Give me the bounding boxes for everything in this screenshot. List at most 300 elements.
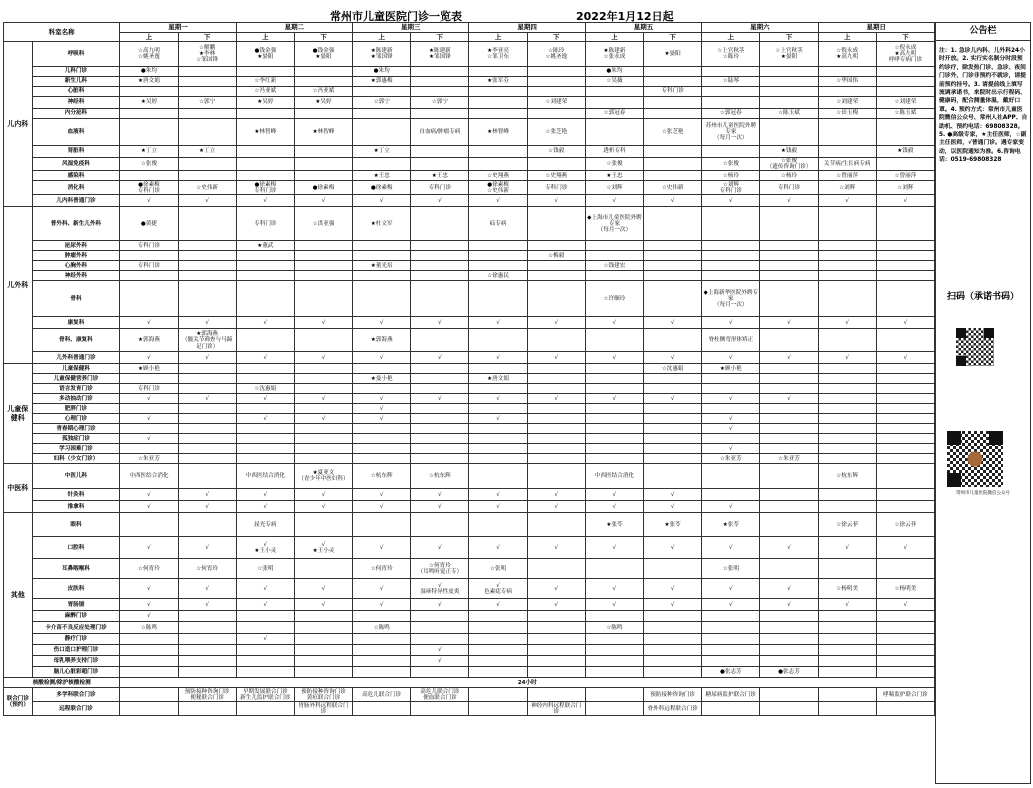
- section-label: 儿内科: [4, 42, 33, 207]
- notice-header: 公告栏: [936, 23, 1030, 41]
- schedule-cell: √: [876, 537, 934, 559]
- schedule-cell: √: [818, 317, 876, 329]
- schedule-cell: ☆郭宁: [411, 97, 469, 109]
- schedule-cell: [178, 271, 236, 281]
- schedule-cell: [294, 281, 352, 317]
- schedule-cell: ☆陈鸣: [120, 622, 178, 634]
- schedule-cell: √: [236, 317, 294, 329]
- schedule-cell: [585, 688, 643, 702]
- schedule-cell: [760, 97, 818, 109]
- schedule-cell: [702, 702, 760, 716]
- schedule-cell: [527, 77, 585, 87]
- schedule-cell: [120, 109, 178, 119]
- schedule-cell: 关节病/生长病专病: [818, 158, 876, 171]
- table-row: [4, 688, 935, 702]
- header-row-days: [4, 23, 935, 33]
- schedule-cell: [760, 489, 818, 501]
- schedule-cell: [644, 444, 702, 454]
- schedule-cell: 中西医结合消化: [585, 464, 643, 489]
- schedule-cell: [702, 261, 760, 271]
- schedule-cell: [178, 171, 236, 181]
- schedule-cell: [236, 656, 294, 667]
- schedule-cell: ☆史翔燕: [469, 171, 527, 181]
- schedule-cell: [702, 271, 760, 281]
- schedule-cell: [178, 404, 236, 414]
- schedule-cell: √: [294, 489, 352, 501]
- schedule-cell: ☆郭宁: [353, 97, 411, 109]
- table-row: [4, 414, 935, 424]
- schedule-cell: [644, 384, 702, 394]
- dept-name: 核酸检测/除护核酸检测: [4, 678, 120, 688]
- schedule-cell: [818, 434, 876, 444]
- dept-name: 儿外科普通门诊: [32, 352, 120, 364]
- dept-name: 呼吸科: [32, 42, 120, 67]
- schedule-cell: ●朱均: [585, 67, 643, 77]
- schedule-cell: [760, 329, 818, 352]
- schedule-cell: √: [527, 489, 585, 501]
- schedule-cell: √: [120, 599, 178, 611]
- schedule-cell: ★张军芬: [469, 77, 527, 87]
- table-row: [4, 317, 935, 329]
- day-header: 星期一: [120, 23, 236, 33]
- schedule-cell: [644, 414, 702, 424]
- dept-name: 孤独症门诊: [32, 434, 120, 444]
- dept-name: 心理门诊: [32, 414, 120, 424]
- schedule-cell: √: [585, 501, 643, 513]
- dept-name: 远程联合门诊: [32, 702, 120, 716]
- schedule-cell: [527, 374, 585, 384]
- schedule-cell: [120, 374, 178, 384]
- schedule-cell: [818, 119, 876, 146]
- dept-name: 儿童保健营养门诊: [32, 374, 120, 384]
- table-row: [4, 207, 935, 241]
- dept-name: 普外科、新生儿外科: [32, 207, 120, 241]
- schedule-cell: [760, 424, 818, 434]
- schedule-cell: [585, 329, 643, 352]
- schedule-cell: ★唐文娟: [120, 77, 178, 87]
- schedule-cell: ★张苓: [702, 513, 760, 537]
- table-row: [4, 87, 935, 97]
- schedule-cell: [527, 464, 585, 489]
- schedule-cell: [294, 634, 352, 645]
- schedule-cell: [585, 119, 643, 146]
- schedule-cell: ★张苓: [585, 513, 643, 537]
- schedule-cell: [294, 645, 352, 656]
- schedule-cell: [353, 119, 411, 146]
- schedule-cell: [818, 146, 876, 158]
- schedule-cell: [585, 414, 643, 424]
- schedule-cell: ●朱均: [353, 67, 411, 77]
- schedule-cell: [702, 251, 760, 261]
- schedule-cell: ★林智峰: [469, 119, 527, 146]
- schedule-cell: [178, 414, 236, 424]
- schedule-cell: [702, 384, 760, 394]
- schedule-cell: [236, 158, 294, 171]
- schedule-cell: 预防接种咨询门诊: [644, 688, 702, 702]
- schedule-cell: ☆刘辉 专科门诊: [702, 181, 760, 195]
- schedule-cell: [818, 384, 876, 394]
- schedule-cell: [469, 241, 527, 251]
- schedule-cell: [236, 454, 294, 464]
- schedule-cell: 胃肠外科远程联合门诊: [294, 702, 352, 716]
- schedule-cell: [760, 414, 818, 424]
- schedule-cell: √: [760, 394, 818, 404]
- schedule-cell: [818, 501, 876, 513]
- schedule-cell: [294, 329, 352, 352]
- schedule-cell: [353, 364, 411, 374]
- schedule-cell: [294, 444, 352, 454]
- schedule-cell: √: [178, 352, 236, 364]
- schedule-cell: [411, 702, 469, 716]
- schedule-cell: ★林智峰: [294, 119, 352, 146]
- dept-name: 泌尿外科: [32, 241, 120, 251]
- day-header: 星期四: [469, 23, 585, 33]
- table-row: [4, 241, 935, 251]
- schedule-cell: [527, 241, 585, 251]
- schedule-cell: [294, 434, 352, 444]
- schedule-cell: [527, 271, 585, 281]
- schedule-cell: ☆陈玉斌: [760, 109, 818, 119]
- schedule-cell: [178, 424, 236, 434]
- schedule-cell: [411, 87, 469, 97]
- schedule-cell: [644, 271, 702, 281]
- schedule-cell: [178, 464, 236, 489]
- schedule-cell: [469, 67, 527, 77]
- schedule-cell: [585, 702, 643, 716]
- schedule-cell: ☆冯亚斌: [236, 87, 294, 97]
- schedule-cell: [469, 464, 527, 489]
- schedule-cell: √: [178, 394, 236, 404]
- schedule-cell: √: [294, 414, 352, 424]
- schedule-cell: ☆洪亚强: [294, 207, 352, 241]
- schedule-cell: [527, 207, 585, 241]
- schedule-cell: ●钱金强 ★晏阳: [294, 42, 352, 67]
- dept-name: 骨科、康复科: [32, 329, 120, 352]
- schedule-cell: ☆李红新: [236, 77, 294, 87]
- dept-name: 骨科: [32, 281, 120, 317]
- schedule-cell: √: [585, 317, 643, 329]
- schedule-cell: √: [702, 394, 760, 404]
- schedule-cell: √: [353, 352, 411, 364]
- schedule-cell: [818, 271, 876, 281]
- day-header: 星期五: [585, 23, 701, 33]
- dept-name: 神经科: [32, 97, 120, 109]
- schedule-cell: [236, 67, 294, 77]
- dept-name: 学习困难门诊: [32, 444, 120, 454]
- schedule-cell: [411, 67, 469, 77]
- schedule-cell: [236, 424, 294, 434]
- schedule-cell: √: [702, 195, 760, 207]
- schedule-cell: √: [585, 352, 643, 364]
- dept-name: 麻醉门诊: [32, 611, 120, 622]
- schedule-cell: ☆沈惠娟: [236, 384, 294, 394]
- dept-name: 神经外科: [32, 271, 120, 281]
- table-row: [4, 271, 935, 281]
- table-row: [4, 261, 935, 271]
- table-row: [4, 109, 935, 119]
- schedule-cell: √: [702, 424, 760, 434]
- schedule-cell: [644, 77, 702, 87]
- schedule-cell: 哮喘监护联合门诊: [876, 688, 934, 702]
- schedule-cell: [876, 87, 934, 97]
- schedule-cell: √: [353, 501, 411, 513]
- schedule-cell: [469, 97, 527, 109]
- schedule-cell: 专科门诊: [120, 261, 178, 271]
- schedule-cell: [585, 434, 643, 444]
- schedule-cell: √: [527, 394, 585, 404]
- schedule-cell: [294, 559, 352, 579]
- schedule-cell: 专科门诊: [527, 181, 585, 195]
- schedule-cell: 早期发展联合门诊 新生儿监护联合门诊: [236, 688, 294, 702]
- schedule-cell: [236, 281, 294, 317]
- schedule-cell: √: [411, 656, 469, 667]
- schedule-cell: ☆钱建宏: [585, 261, 643, 271]
- schedule-cell: ☆何宵玲: [353, 559, 411, 579]
- schedule-cell: 骨外科远程联合门诊: [644, 702, 702, 716]
- dept-name: 皮肤科: [32, 579, 120, 599]
- schedule-cell: [469, 634, 527, 645]
- schedule-cell: √: [411, 394, 469, 404]
- table-row: [4, 394, 935, 404]
- schedule-cell: √: [585, 195, 643, 207]
- table-row: [4, 611, 935, 622]
- schedule-cell: [294, 146, 352, 158]
- schedule-cell: ☆刘辉: [818, 181, 876, 195]
- schedule-cell: [178, 241, 236, 251]
- schedule-cell: ●徐素梅: [294, 181, 352, 195]
- schedule-cell: √: [527, 599, 585, 611]
- qr-code-icon: [956, 328, 994, 366]
- schedule-cell: [585, 667, 643, 678]
- schedule-cell: [644, 622, 702, 634]
- schedule-cell: ☆史翔燕: [527, 171, 585, 181]
- schedule-cell: ★晏阳: [644, 42, 702, 67]
- schedule-cell: [876, 656, 934, 667]
- schedule-cell: [411, 513, 469, 537]
- schedule-cell: 预防接种咨询门诊 黄疸联合门诊: [294, 688, 352, 702]
- dept-name: 口腔科: [32, 537, 120, 559]
- schedule-cell: [294, 271, 352, 281]
- schedule-cell: [236, 622, 294, 634]
- schedule-cell: √: [644, 489, 702, 501]
- schedule-cell: ★李亚亮 ☆邹卫东: [469, 42, 527, 67]
- schedule-cell: [527, 656, 585, 667]
- table-row: [4, 667, 935, 678]
- schedule-cell: [876, 464, 934, 489]
- schedule-cell: ★曼小艳: [353, 374, 411, 384]
- schedule-cell: [294, 261, 352, 271]
- schedule-cell: 透析专科: [585, 146, 643, 158]
- schedule-cell: √: [294, 195, 352, 207]
- table-row: [4, 67, 935, 77]
- schedule-cell: √: [527, 195, 585, 207]
- schedule-cell: [702, 656, 760, 667]
- schedule-cell: ●黄捷: [120, 207, 178, 241]
- schedule-cell: ☆张俊: [585, 158, 643, 171]
- schedule-cell: √: [236, 489, 294, 501]
- schedule-cell: [527, 329, 585, 352]
- schedule-cell: √: [818, 195, 876, 207]
- half-header: 下: [876, 33, 934, 42]
- schedule-cell: √: [876, 195, 934, 207]
- schedule-cell: [469, 158, 527, 171]
- schedule-cell: [760, 634, 818, 645]
- schedule-cell: [178, 622, 236, 634]
- schedule-cell: √: [702, 501, 760, 513]
- schedule-cell: [644, 404, 702, 414]
- schedule-cell: [353, 87, 411, 97]
- schedule-cell: [876, 67, 934, 77]
- schedule-cell: [702, 622, 760, 634]
- schedule-cell: [294, 171, 352, 181]
- schedule-cell: √: [702, 444, 760, 454]
- schedule-cell: [760, 251, 818, 261]
- schedule-cell: √: [353, 489, 411, 501]
- schedule-cell: [876, 119, 934, 146]
- schedule-cell: ☆上官秋茎 ☆陈玲: [702, 42, 760, 67]
- schedule-cell: [585, 87, 643, 97]
- schedule-cell: [876, 329, 934, 352]
- schedule-cell: √: [702, 352, 760, 364]
- schedule-cell: [120, 645, 178, 656]
- schedule-cell: [644, 667, 702, 678]
- schedule-cell: [818, 454, 876, 464]
- schedule-cell: [236, 702, 294, 716]
- dept-name: 消化科: [32, 181, 120, 195]
- schedule-cell: [585, 559, 643, 579]
- schedule-cell: [585, 656, 643, 667]
- schedule-cell: [876, 364, 934, 374]
- schedule-cell: [469, 444, 527, 454]
- schedule-cell: [178, 434, 236, 444]
- schedule-cell: [818, 424, 876, 434]
- schedule-cell: [353, 271, 411, 281]
- schedule-cell: [236, 329, 294, 352]
- schedule-cell: ●徐素梅 ☆史伟新: [469, 181, 527, 195]
- schedule-cell: [294, 656, 352, 667]
- schedule-cell: ☆郭宁: [178, 97, 236, 109]
- schedule-cell: ☆杨玲: [760, 171, 818, 181]
- dept-name: 康复科: [32, 317, 120, 329]
- schedule-cell: 苏州市儿童医院外聘专家 （每月一次）: [702, 119, 760, 146]
- schedule-cell: ★唐文娟: [469, 374, 527, 384]
- schedule-cell: ●徐素梅 专科门诊: [236, 181, 294, 195]
- schedule-cell: [411, 146, 469, 158]
- schedule-cell: √: [353, 579, 411, 599]
- schedule-cell: √: [120, 501, 178, 513]
- schedule-cell: ☆朱亚芳: [702, 454, 760, 464]
- schedule-cell: √: [644, 501, 702, 513]
- schedule-cell: [178, 513, 236, 537]
- schedule-cell: [818, 374, 876, 384]
- schedule-cell: √: [178, 537, 236, 559]
- dept-name: 卡介苗不良反应处理门诊: [32, 622, 120, 634]
- schedule-cell: [644, 645, 702, 656]
- schedule-cell: [469, 251, 527, 261]
- schedule-cell: [818, 622, 876, 634]
- schedule-cell: 中西医结合消化: [236, 464, 294, 489]
- schedule-cell: ☆郭冠春: [585, 109, 643, 119]
- schedule-cell: [469, 404, 527, 414]
- schedule-cell: [178, 634, 236, 645]
- schedule-cell: [411, 384, 469, 394]
- schedule-cell: ☆钱毅: [527, 146, 585, 158]
- schedule-cell: 专科门诊: [120, 384, 178, 394]
- schedule-cell: [760, 688, 818, 702]
- schedule-cell: [585, 424, 643, 434]
- schedule-cell: ★钱毅: [760, 146, 818, 158]
- dept-name: 多学科联合门诊: [32, 688, 120, 702]
- schedule-cell: [353, 241, 411, 251]
- schedule-cell: [236, 271, 294, 281]
- schedule-cell: [236, 251, 294, 261]
- schedule-cell: ☆高九明 ☆姚圣逸: [120, 42, 178, 67]
- half-header: 下: [760, 33, 818, 42]
- schedule-cell: [818, 414, 876, 424]
- schedule-cell: √: [760, 317, 818, 329]
- schedule-cell: √ ★王小灵: [294, 537, 352, 559]
- schedule-cell: [294, 622, 352, 634]
- schedule-cell: ★郭海燕 （髋关节筛查与马蹄足门诊）: [178, 329, 236, 352]
- schedule-cell: [353, 281, 411, 317]
- schedule-cell: [527, 261, 585, 271]
- schedule-cell: [702, 67, 760, 77]
- schedule-cell: [876, 434, 934, 444]
- dept-name: 伤口造口护理门诊: [32, 645, 120, 656]
- table-row: [4, 656, 935, 667]
- schedule-cell: [527, 414, 585, 424]
- dept-name: 妇科（少女门诊）: [32, 454, 120, 464]
- schedule-cell: √: [527, 537, 585, 559]
- schedule-cell: [411, 404, 469, 414]
- schedule-cell: √: [178, 501, 236, 513]
- schedule-cell: ☆刘建荣: [818, 97, 876, 109]
- schedule-cell: √: [294, 394, 352, 404]
- schedule-cell: ●钱金强 ★晏阳: [236, 42, 294, 67]
- schedule-cell: ★钱毅: [876, 146, 934, 158]
- schedule-cell: [760, 384, 818, 394]
- schedule-cell: ★陈建新 ☆张永成: [585, 42, 643, 67]
- page-title: 常州市儿童医院门诊一览表: [330, 10, 462, 23]
- schedule-cell: [178, 444, 236, 454]
- schedule-cell: [294, 374, 352, 384]
- schedule-cell: [818, 329, 876, 352]
- half-header: 上: [236, 33, 294, 42]
- schedule-cell: [527, 384, 585, 394]
- dept-name: 肾脏科: [32, 146, 120, 158]
- schedule-cell: 神经内科远程联合门诊: [527, 702, 585, 716]
- schedule-cell: √: [702, 579, 760, 599]
- dept-name: 静疗门诊: [32, 634, 120, 645]
- schedule-cell: ☆陈鸣: [353, 622, 411, 634]
- schedule-cell: ☆杭东辉: [353, 464, 411, 489]
- schedule-cell: ●徐素梅: [353, 181, 411, 195]
- schedule-cell: √: [353, 195, 411, 207]
- schedule-cell: [294, 364, 352, 374]
- schedule-cell: √: [236, 599, 294, 611]
- schedule-cell: [818, 67, 876, 77]
- table-row: [4, 444, 935, 454]
- schedule-cell: [876, 241, 934, 251]
- schedule-cell: √: [702, 414, 760, 424]
- schedule-cell: [760, 207, 818, 241]
- schedule-cell: [818, 207, 876, 241]
- schedule-cell: √: [876, 599, 934, 611]
- schedule-cell: [469, 454, 527, 464]
- schedule-cell: [876, 414, 934, 424]
- schedule-cell: ☆张芝艳: [527, 119, 585, 146]
- dept-name: 感染科: [32, 171, 120, 181]
